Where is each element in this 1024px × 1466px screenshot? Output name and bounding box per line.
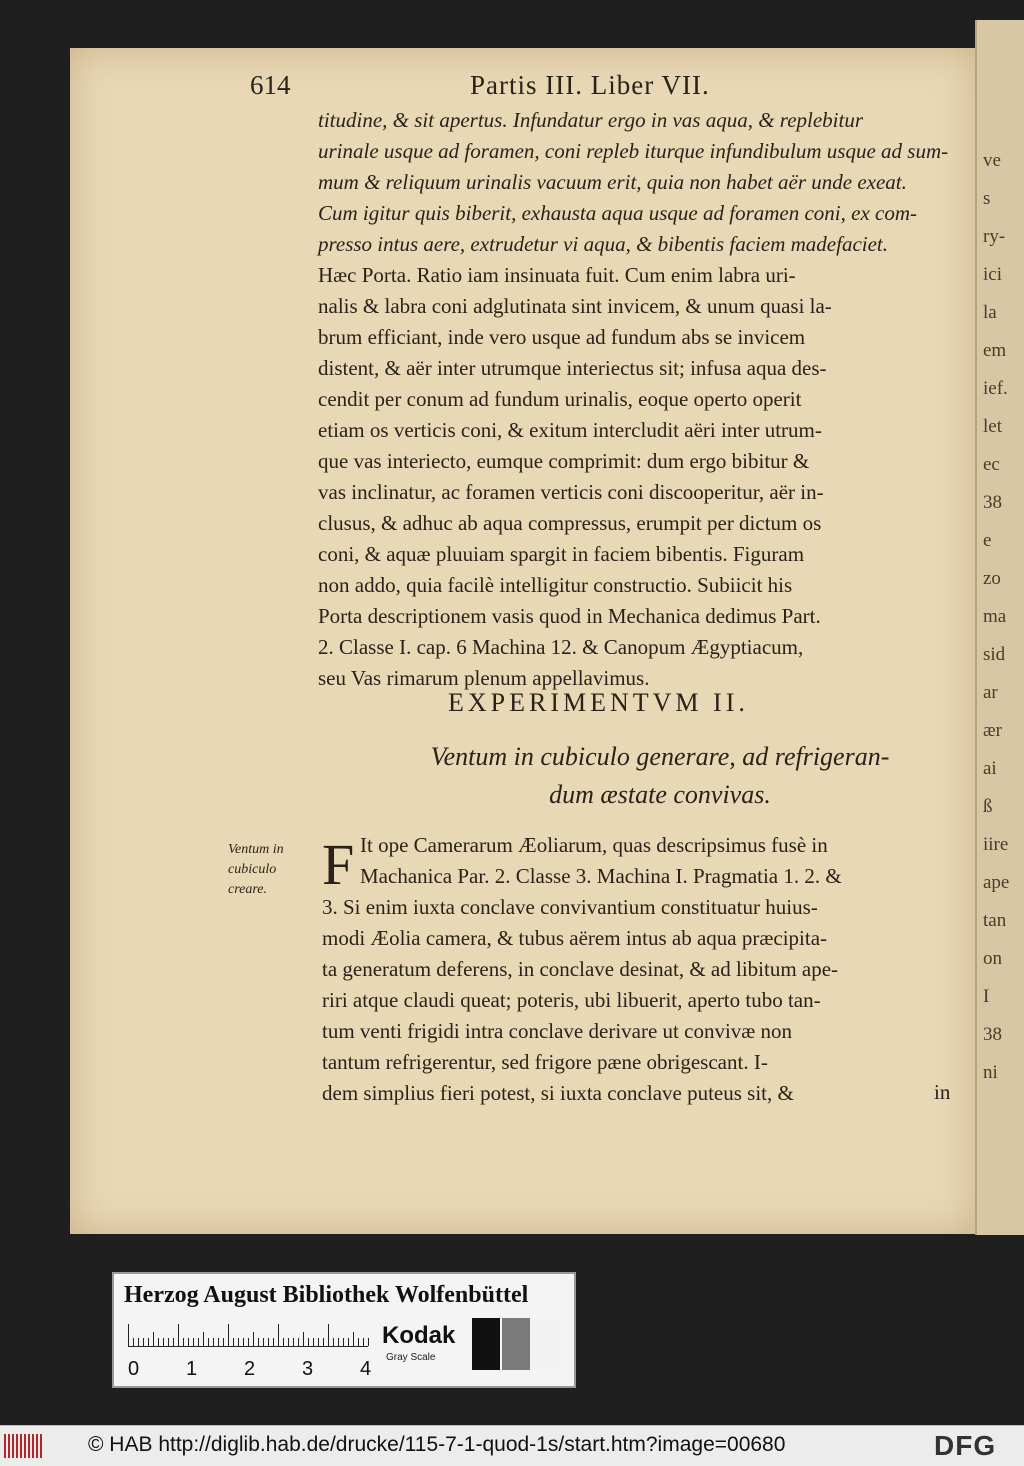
margin-note-line: Ventum in <box>228 842 284 857</box>
ruler <box>128 1324 368 1347</box>
logo-bar <box>16 1434 18 1458</box>
ruler-tick <box>148 1338 149 1346</box>
ruler-tick <box>173 1338 174 1346</box>
ruler-tick <box>298 1338 299 1346</box>
ruler-tick <box>288 1338 289 1346</box>
text-line: riri atque claudi queat; poteris, ubi libuerit, aperto tubo tan- <box>322 988 821 1012</box>
ruler-tick <box>208 1338 209 1346</box>
next-page-fragment: la <box>983 302 997 323</box>
running-title: Partis III. Liber VII. <box>470 70 710 100</box>
ruler-tick <box>178 1324 179 1346</box>
ruler-tick <box>258 1338 259 1346</box>
ruler-tick <box>273 1338 274 1346</box>
ruler-tick <box>138 1338 139 1346</box>
ruler-tick <box>308 1338 309 1346</box>
text-line: 3. Si enim iuxta conclave convivantium constituatur huius- <box>322 895 818 919</box>
text-line: urinale usque ad foramen, coni repleb iturque infundibulum usque ad sum- <box>318 139 949 163</box>
margin-note-line: creare. <box>228 882 267 897</box>
experiment-subtitle <box>360 738 960 814</box>
next-page-fragment: ß <box>983 796 993 817</box>
ruler-tick <box>193 1338 194 1346</box>
ruler-tick <box>183 1338 184 1346</box>
next-page-fragment: ai <box>983 758 997 779</box>
text-line: ta generatum deferens, in conclave desinat, & ad libitum ape- <box>322 957 839 981</box>
ruler-tick <box>168 1338 169 1346</box>
next-page-fragment: ief. <box>983 378 1008 399</box>
ruler-tick <box>248 1338 249 1346</box>
logo-bar <box>24 1434 26 1458</box>
next-page-fragment: 38 <box>983 1024 1002 1045</box>
logo-bar <box>32 1434 34 1458</box>
text-line: etiam os verticis coni, & exitum intercludit aëri inter utrum- <box>318 418 822 442</box>
ruler-tick <box>323 1338 324 1346</box>
ruler-tick <box>198 1338 199 1346</box>
text-line: Machanica Par. 2. Classe 3. Machina I. Pragmatia 1. 2. & <box>360 864 842 888</box>
next-page-fragment: s <box>983 188 991 209</box>
ruler-tick <box>358 1338 359 1346</box>
ruler-tick <box>353 1332 354 1346</box>
ruler-tick <box>363 1338 364 1346</box>
subtitle-line: Ventum in cubiculo generare, ad refrigeran- <box>430 742 890 771</box>
logo-bar <box>20 1434 22 1458</box>
ruler-tick <box>133 1338 134 1346</box>
ruler-tick <box>313 1338 314 1346</box>
logo-bar <box>8 1434 10 1458</box>
ruler-number: 0 <box>128 1358 140 1380</box>
ruler-tick <box>293 1338 294 1346</box>
ruler-tick <box>153 1332 154 1346</box>
margin-note <box>228 840 308 900</box>
text-line: que vas interiecto, eumque comprimit: dum ergo bibitur & <box>318 449 810 473</box>
next-page-fragment: ve <box>983 150 1001 171</box>
next-page-fragment: em <box>983 340 1007 361</box>
ruler-tick <box>203 1332 204 1346</box>
ruler-tick <box>283 1338 284 1346</box>
ruler-tick <box>318 1338 319 1346</box>
text-line: tum venti frigidi intra conclave derivare ut convivæ non <box>322 1019 793 1043</box>
library-name: Herzog August Bibliothek Wolfenbüttel <box>124 1282 529 1308</box>
gray-patch-mid <box>502 1318 530 1370</box>
paragraph-1 <box>318 105 958 694</box>
ruler-number: 1 <box>186 1358 198 1380</box>
ruler-tick <box>368 1338 369 1346</box>
ruler-tick <box>328 1324 329 1346</box>
next-page-fragment: ær <box>983 720 1002 741</box>
text-line: nalis & labra coni adglutinata sint invicem, & unum quasi la- <box>318 294 832 318</box>
page-header <box>250 70 850 100</box>
ruler-tick <box>263 1338 264 1346</box>
text-line: 2. Classe I. cap. 6 Machina 12. & Canopum Ægyptiacum, <box>318 635 804 659</box>
ruler-tick <box>218 1338 219 1346</box>
ruler-tick <box>338 1338 339 1346</box>
next-page-fragment: ici <box>983 264 1002 285</box>
ruler-number: 3 <box>302 1358 314 1380</box>
ruler-number: 2 <box>244 1358 256 1380</box>
next-page-fragment: e <box>983 530 992 551</box>
logo-bar <box>36 1434 38 1458</box>
text-line: dem simplius fieri potest, si iuxta conclave puteus sit, & <box>322 1081 794 1105</box>
next-page-fragment: let <box>983 416 1002 437</box>
text-line: coni, & aquæ pluuiam spargit in faciem bibentis. Figuram <box>318 542 805 566</box>
ruler-tick <box>303 1332 304 1346</box>
next-page-fragment: ni <box>983 1062 998 1083</box>
color-calibration-card <box>112 1272 576 1388</box>
next-page-fragment: ape <box>983 872 1010 893</box>
ruler-tick <box>163 1338 164 1346</box>
text-line: clusus, & adhuc ab aqua compressus, erumpit per dictum os <box>318 511 822 535</box>
ruler-tick <box>268 1338 269 1346</box>
footer-bar <box>0 1425 1024 1466</box>
text-line: mum & reliquum urinalis vacuum erit, quia non habet aër unde exeat. <box>318 170 907 194</box>
text-line: brum efficiant, inde vero usque ad fundum abs se invicem <box>318 325 806 349</box>
text-line: modi Æolia camera, & tubus aërem intus ab aqua præcipita- <box>322 926 828 950</box>
gray-patch-white <box>532 1318 560 1370</box>
next-page-fragment: sid <box>983 644 1006 665</box>
logo-bar <box>12 1434 14 1458</box>
ruler-tick <box>233 1338 234 1346</box>
text-line: It ope Camerarum Æoliarum, quas descripsimus fusè in <box>360 833 828 857</box>
ruler-tick <box>333 1338 334 1346</box>
ruler-tick <box>188 1338 189 1346</box>
gray-scale-label: Gray Scale <box>386 1352 436 1363</box>
next-page-fragment: iire <box>983 834 1009 855</box>
ruler-tick <box>143 1338 144 1346</box>
ruler-tick <box>348 1338 349 1346</box>
ruler-tick <box>253 1332 254 1346</box>
ruler-tick <box>343 1338 344 1346</box>
margin-note-line: cubiculo <box>228 862 277 877</box>
text-line: titudine, & sit apertus. Infundatur ergo in vas aqua, & replebitur <box>318 108 864 132</box>
kodak-logo: Kodak <box>382 1322 456 1349</box>
text-line: Cum igitur quis biberit, exhausta aqua usque ad foramen coni, ex com- <box>318 201 918 225</box>
logo-bar <box>40 1434 42 1458</box>
text-line: cendit per conum ad fundum urinalis, eoque operto operit <box>318 387 802 411</box>
logo-bar <box>28 1434 30 1458</box>
next-page-fragment: ry- <box>983 226 1006 247</box>
page-number: 614 <box>250 70 291 100</box>
ruler-tick <box>158 1338 159 1346</box>
ruler-tick <box>213 1338 214 1346</box>
text-line: presso intus aere, extrudetur vi aqua, & bibentis faciem madefaciet. <box>318 232 889 256</box>
next-page-fragment: I <box>983 986 990 1007</box>
text-line: vas inclinatur, ac foramen verticis coni discooperitur, aër in- <box>318 480 824 504</box>
text-line: seu Vas rimarum plenum appellavimus. <box>318 666 650 690</box>
drop-capital: F <box>322 832 355 897</box>
next-page-edge <box>975 20 1024 1235</box>
next-page-fragment: ec <box>983 454 1000 475</box>
dfg-logo: DFG <box>934 1430 997 1461</box>
text-line: Hæc Porta. Ratio iam insinuata fuit. Cum enim labra uri- <box>318 263 796 287</box>
next-page-fragment: on <box>983 948 1002 969</box>
next-page-fragment: zo <box>983 568 1001 589</box>
hab-logo-icon <box>4 1434 42 1458</box>
ruler-tick <box>278 1324 279 1346</box>
gray-patch-black <box>472 1318 500 1370</box>
experiment-title: EXPERIMENTVM II. <box>448 688 749 717</box>
ruler-tick <box>128 1324 129 1346</box>
paragraph-2 <box>322 830 962 1109</box>
logo-bar <box>4 1434 6 1458</box>
subtitle-line: dum æstate convivas. <box>549 780 771 809</box>
text-line: Porta descriptionem vasis quod in Mechanica dedimus Part. <box>318 604 821 628</box>
text-line: distent, & aër inter utrumque interiectus sit; infusa aqua des- <box>318 356 827 380</box>
text-line: non addo, quia facilè intelligitur constructio. Subiicit his <box>318 573 793 597</box>
catchword: in <box>934 1080 951 1104</box>
ruler-tick <box>228 1324 229 1346</box>
next-page-fragment: ar <box>983 682 998 703</box>
ruler-tick <box>243 1338 244 1346</box>
source-url[interactable]: © HAB http://diglib.hab.de/drucke/115-7-1-quod-1s/start.htm?image=00680 <box>88 1433 786 1456</box>
next-page-fragment: 38 <box>983 492 1002 513</box>
text-line: tantum refrigerentur, sed frigore pæne obrigescant. I- <box>322 1050 768 1074</box>
next-page-fragment: ma <box>983 606 1007 627</box>
ruler-tick <box>238 1338 239 1346</box>
next-page-fragment: tan <box>983 910 1007 931</box>
ruler-tick <box>223 1338 224 1346</box>
ruler-number: 4 <box>360 1358 372 1380</box>
